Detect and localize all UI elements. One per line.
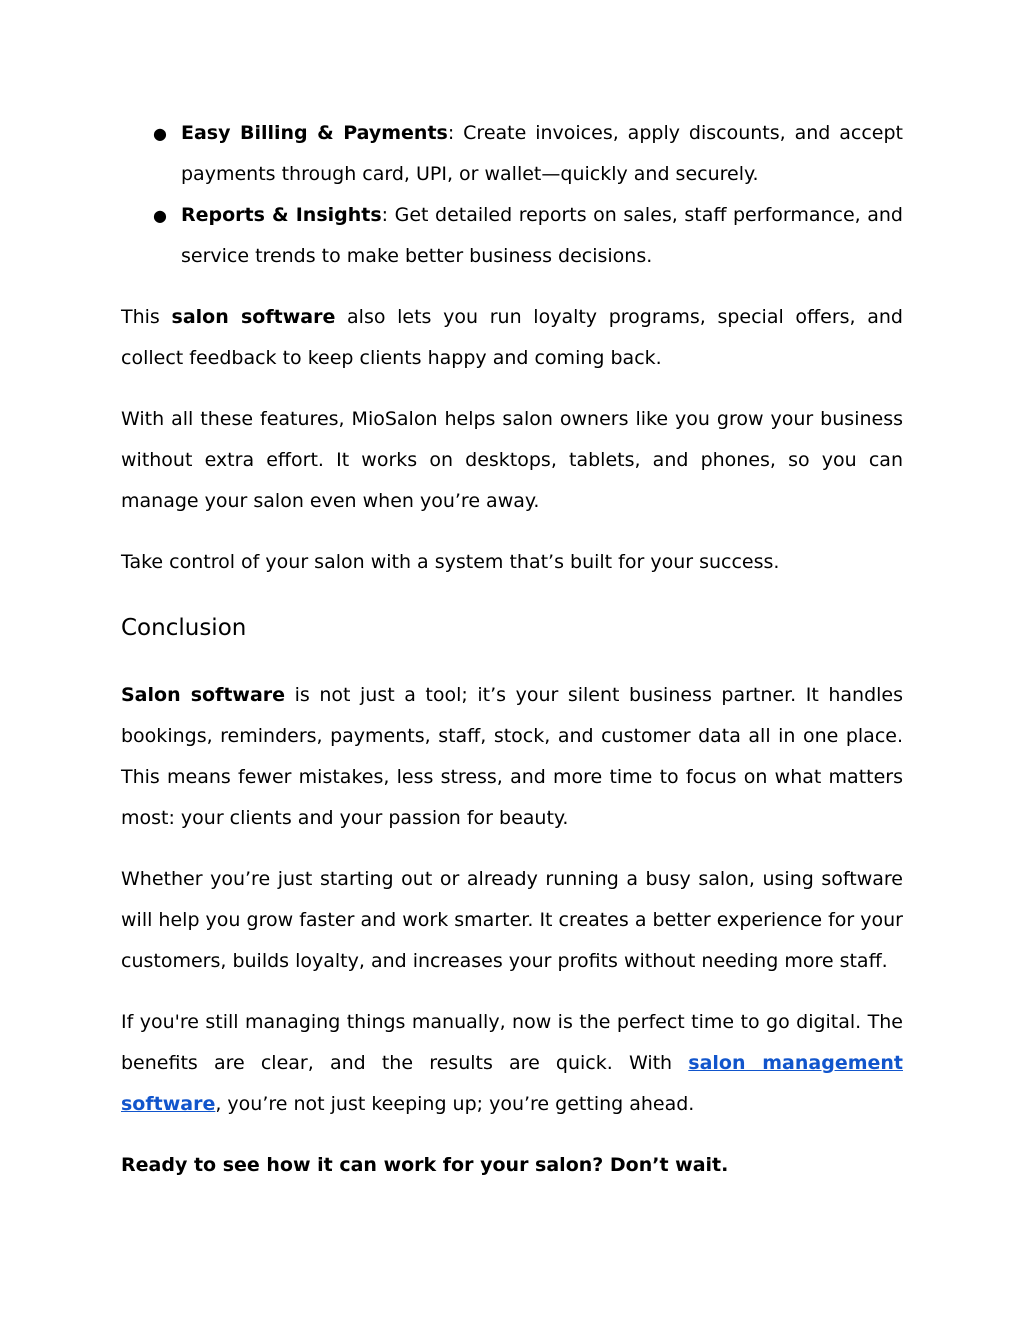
bullet-dot-icon: ● bbox=[153, 206, 167, 225]
bullet-dot-icon: ● bbox=[153, 124, 167, 143]
bullet-text: : Create invoices, apply discounts, and accept payments through card, UPI, or wallet—quickly and securely. bbox=[181, 122, 903, 185]
bullet-term: Easy Billing & Payments bbox=[181, 122, 448, 144]
paragraph-text: is not just a tool; it’s your silent business partner. It handles bookings, reminders, payments, staff, stock, and customer data all in one place. This means fewer mistakes, less stress, and more time to focus on what matters most: your clients and your passion for beauty. bbox=[121, 684, 904, 829]
salon-management-software-link[interactable]: salon management software bbox=[121, 1052, 903, 1115]
bullet-term: Reports & Insights bbox=[181, 204, 382, 226]
paragraph-features: With all these features, MioSalon helps salon owners like you grow your business without extra effort. It works on desktops, tablets, and phones, so you can manage your salon even when you’re away. bbox=[121, 408, 903, 512]
paragraph-text: , you’re not just keeping up; you’re getting ahead. bbox=[215, 1093, 695, 1115]
call-to-action: Ready to see how it can work for your salon? Don’t wait. bbox=[121, 1154, 729, 1176]
section-heading-conclusion: Conclusion bbox=[121, 615, 247, 641]
paragraph-go-digital bbox=[121, 1002, 903, 1125]
feature-bullet-list bbox=[121, 113, 903, 277]
paragraph-text: also lets you run loyalty programs, special offers, and collect feedback to keep clients happy and coming back. bbox=[121, 306, 903, 369]
paragraph-take-control: Take control of your salon with a system that’s built for your success. bbox=[121, 551, 780, 573]
paragraph-grow-faster: Whether you’re just starting out or already running a busy salon, using software will help you grow faster and work smarter. It creates a better experience for your customers, builds loyalty, and increases your profits without needing more staff. bbox=[121, 868, 903, 972]
bullet-billing-payments bbox=[121, 113, 903, 195]
paragraph-silent-partner bbox=[121, 675, 903, 839]
bold-phrase: salon software bbox=[171, 306, 336, 328]
bullet-reports-insights bbox=[121, 195, 903, 277]
paragraph-text: If you're still managing things manually, now is the perfect time to go digital. The benefits are clear, and the results are quick. With bbox=[121, 1011, 903, 1074]
bold-phrase: Salon software bbox=[121, 684, 286, 706]
paragraph-loyalty bbox=[121, 297, 903, 379]
bullet-text: : Get detailed reports on sales, staff performance, and service trends to make better business decisions. bbox=[181, 204, 903, 267]
document-content bbox=[121, 113, 903, 1186]
paragraph-text: This bbox=[121, 306, 172, 328]
